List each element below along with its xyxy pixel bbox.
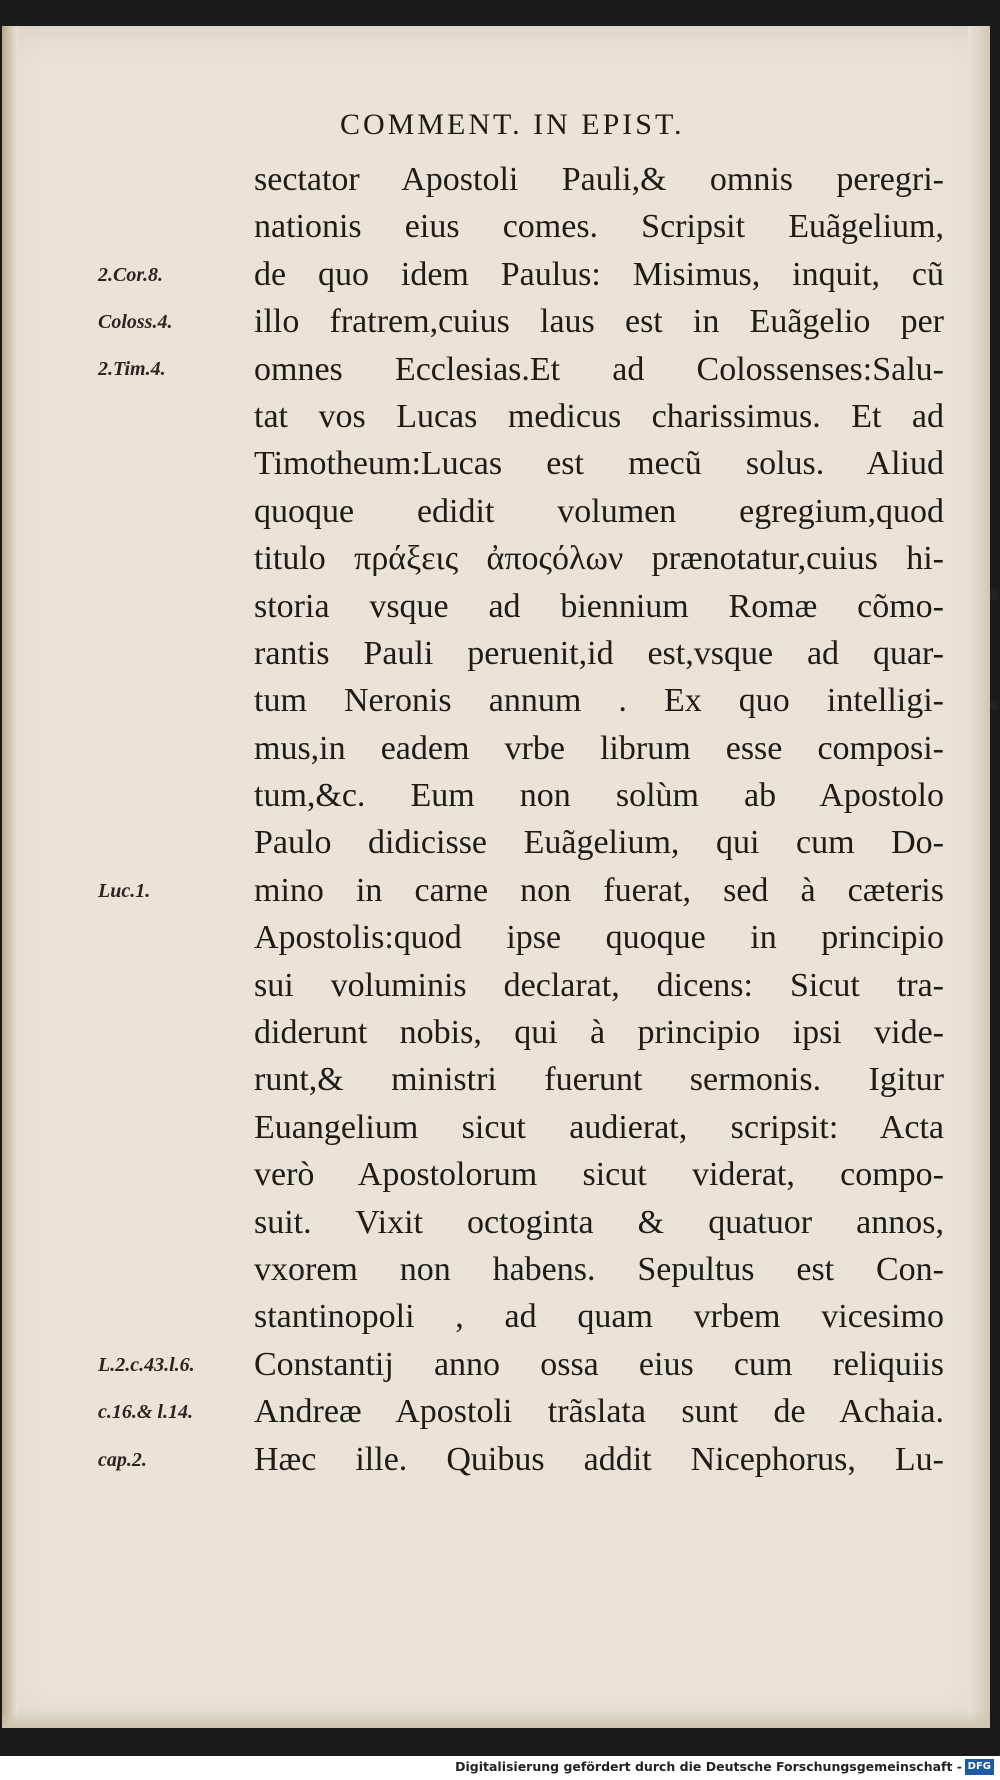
text-line: mino in carne non fuerat, sed à cæteris <box>254 871 944 909</box>
page-edge <box>968 26 990 1728</box>
spine-mark <box>990 588 998 600</box>
text-line: sui voluminis declarat, dicens: Sicut tra- <box>254 966 944 1004</box>
text-line: Andreæ Apostoli trãslata sunt de Achaia. <box>254 1393 944 1431</box>
text-line: Hæc ille. Quibus addit Nicephorus, Lu- <box>254 1440 944 1478</box>
book-page <box>2 26 990 1728</box>
page-gutter <box>2 26 18 1728</box>
text-line: mus,in eadem vrbe librum esse composi- <box>254 729 944 767</box>
running-header: COMMENT. IN EPIST. <box>340 108 685 141</box>
text-line: runt,& ministri fuerunt sermonis. Igitur <box>254 1061 944 1099</box>
margin-note: Coloss.4. <box>98 310 173 333</box>
text-line: nationis eius comes. Scripsit Euãgelium, <box>254 208 944 246</box>
text-line: tat vos Lucas medicus charissimus. Et ad <box>254 397 944 435</box>
margin-note: 2.Cor.8. <box>98 263 164 286</box>
margin-note: L.2.c.43.l.6. <box>98 1353 195 1376</box>
text-line: stantinopoli , ad quam vrbem vicesimo <box>254 1298 944 1336</box>
text-line: tum Neronis annum . Ex quo intelligi- <box>254 682 944 720</box>
text-line: verò Apostolorum sicut viderat, compo- <box>254 1156 944 1194</box>
body-text <box>254 156 944 1483</box>
text-line: Paulo didicisse Euãgelium, qui cum Do- <box>254 824 944 862</box>
text-line: omnes Ecclesias.Et ad Colossenses:Salu- <box>254 350 944 388</box>
text-line: quoque edidit volumen egregium,quod <box>254 492 944 530</box>
text-line: illo fratrem,cuius laus est in Euãgelio per <box>254 303 944 341</box>
text-line: Apostolis:quod ipse quoque in principio <box>254 919 944 957</box>
text-line: de quo idem Paulus: Misimus, inquit, cũ <box>254 255 944 293</box>
page-bottom-edge <box>2 1710 990 1728</box>
dfg-logo: DFG <box>965 1759 994 1775</box>
text-line: sectator Apostoli Pauli,& omnis peregri- <box>254 161 944 198</box>
text-line: storia vsque ad biennium Romæ cõmo- <box>254 587 944 625</box>
text-line: rantis Pauli peruenit,id est,vsque ad quar- <box>254 634 944 672</box>
text-line: vxorem non habens. Sepultus est Con- <box>254 1250 944 1288</box>
margin-note: 2.Tim.4. <box>98 358 166 381</box>
margin-note: cap.2. <box>98 1448 147 1471</box>
margin-note: c.16.& l.14. <box>98 1401 193 1424</box>
digitization-footer <box>0 1756 1000 1780</box>
text-line: Constantij anno ossa eius cum reliquiis <box>254 1345 944 1383</box>
spine-mark <box>990 700 998 710</box>
text-line: tum,&c. Eum non solùm ab Apostolo <box>254 777 944 815</box>
text-line: suit. Vixit octoginta & quatuor annos, <box>254 1203 944 1241</box>
text-line: Euangelium sicut audierat, scripsit: Acta <box>254 1108 944 1146</box>
text-line: titulo πράξεις ἀποςόλων prænotatur,cuius hi- <box>254 540 944 578</box>
margin-note: Luc.1. <box>98 879 151 902</box>
text-line: diderunt nobis, qui à principio ipsi vide- <box>254 1014 944 1052</box>
text-line: Timotheum:Lucas est mecũ solus. Aliud <box>254 445 944 483</box>
footer-credit: Digitalisierung gefördert durch die Deutsche Forschungsgemeinschaft - <box>455 1759 962 1774</box>
